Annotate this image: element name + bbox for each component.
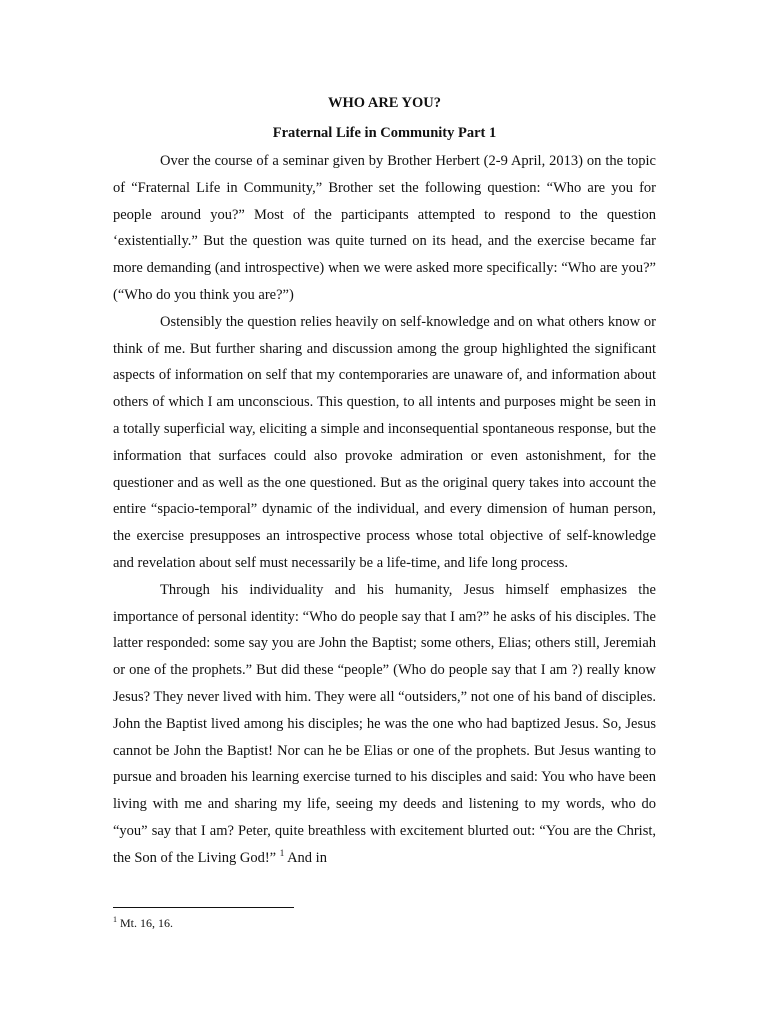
footnote-divider [113, 907, 294, 908]
paragraph-1: Over the course of a seminar given by Brother Herbert (2-9 April, 2013) on the topic of “Fraternal Life in Community,” Brother set the following question: “Who are you for people around you?” Most of the participants attempted to respond to the question ‘existentially.” But the question was quite turned on its head, and the exercise became far more demanding (and introspective) when we were asked more specifically: “Who are you?” (“Who do you think you are?”) [113, 153, 656, 303]
footnote [113, 915, 173, 931]
paragraph-3 [113, 577, 656, 872]
footnote-number: 1 [113, 915, 117, 924]
footnote-text: Mt. 16, 16. [120, 916, 174, 930]
paragraph-3-text: Through his individuality and his humanity, Jesus himself emphasizes the importance of personal identity: “Who do people say that I am?” he asks of his disciples. The latter responded: some say you are John the Baptist; some others, Elias; others still, Jeremiah or one of the prophets.” But did these “people” (Who do people say that I am ?) really know Jesus? They never lived with him. They were all “outsiders,” not one of his band of disciples. John the Baptist lived among his disciples; he was the one who had baptized Jesus. So, Jesus cannot be John the Baptist! Nor can he be Elias or one of the prophets. But Jesus wanting to pursue and broaden his learning exercise turned to his disciples and said: You who have been living with me and sharing my life, seeing my deeds and listening to my words, who do “you” say that I am? Peter, quite breathless with excitement blurted out: “You are the Christ, the Son of the Living God!” [113, 581, 656, 866]
document-body [113, 90, 656, 872]
paragraph-2: Ostensibly the question relies heavily on self-knowledge and on what others know or think of me. But further sharing and discussion among the group highlighted the significant aspects of information on self that my contemporaries are unaware of, and information about others of which I am unconscious. This question, to all intents and purposes might be seen in a totally superficial way, eliciting a simple and inconsequential spontaneous response, but the information that surfaces could also provoke admiration or even astonishment, for the questioner and as well as the one questioned. But as the original query takes into account the entire “spacio-temporal” dynamic of the individual, and every dimension of human person, the exercise presupposes an introspective process whose total objective of self-knowledge and revelation about self must necessarily be a life-time, and life long process. [113, 313, 656, 571]
paragraph-3-tail: And in [287, 849, 327, 866]
document-subtitle: Fraternal Life in Community Part 1 [272, 125, 497, 141]
document-title: WHO ARE YOU? [327, 95, 442, 111]
footnote-reference: 1 [279, 847, 285, 858]
